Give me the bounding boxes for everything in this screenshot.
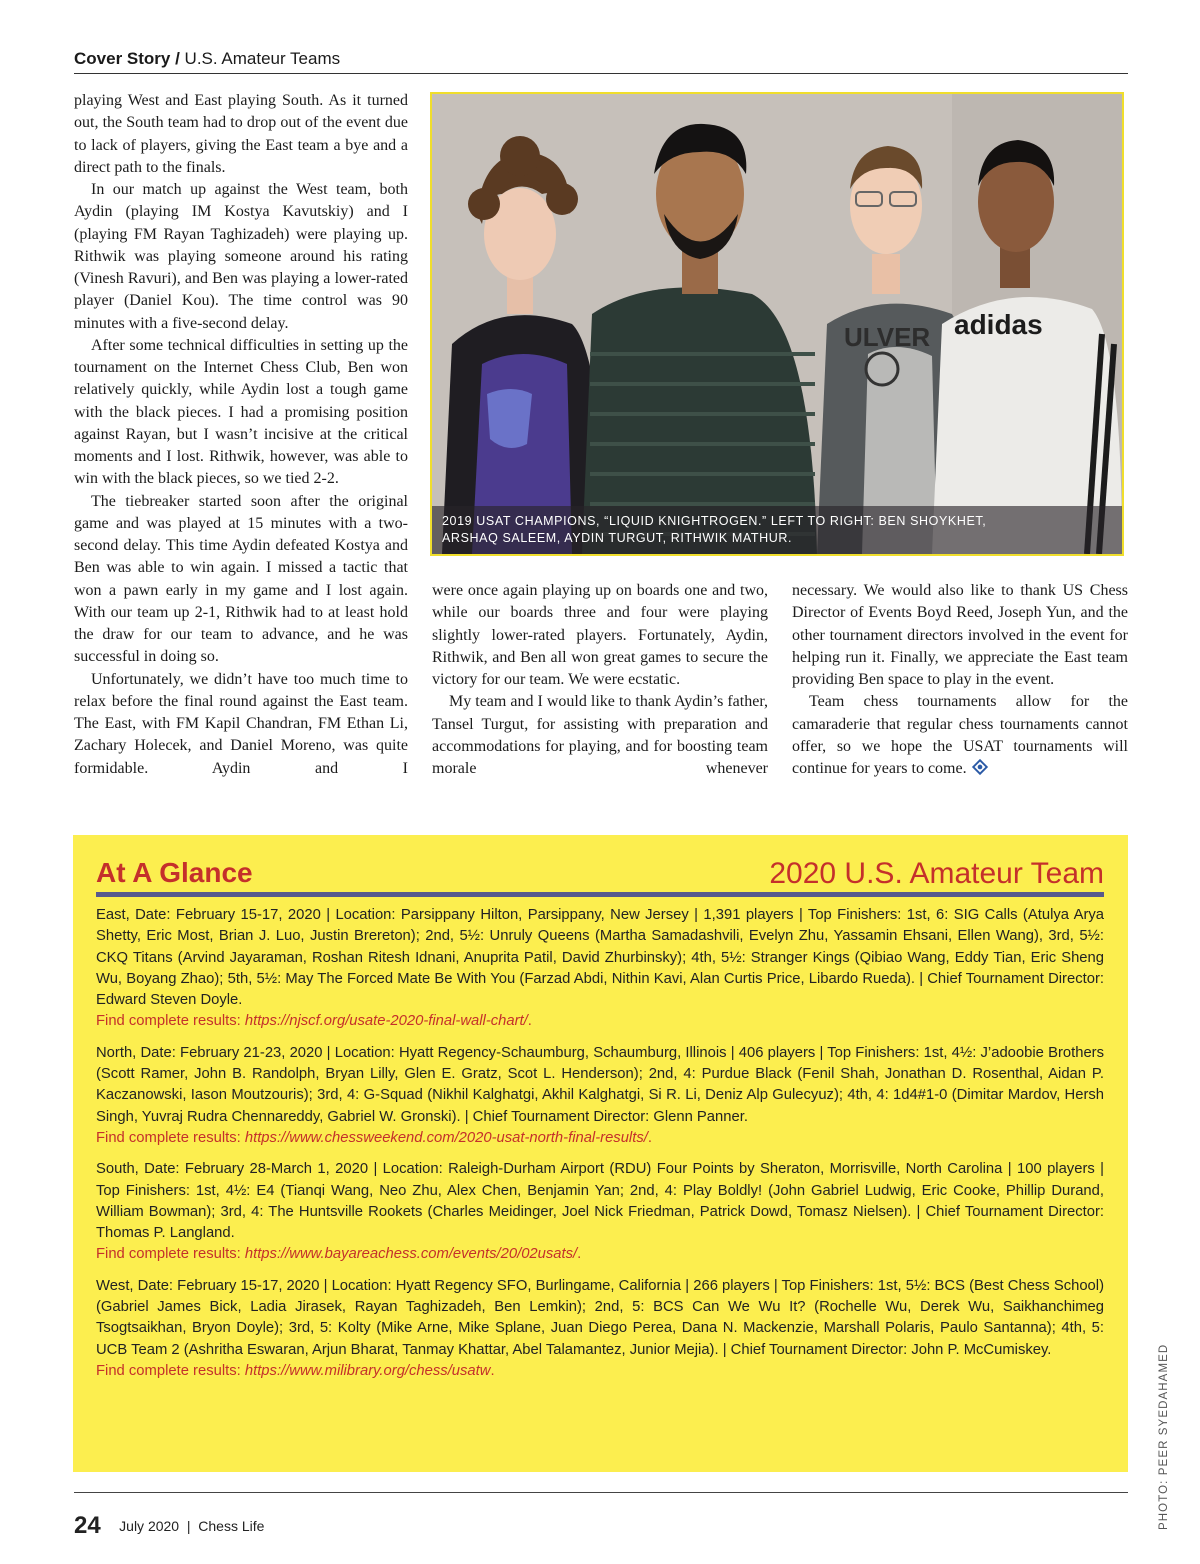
caption-line-2: ARSHAQ SALEEM, AYDIN TURGUT, RITHWIK MATHUR. xyxy=(442,531,793,545)
end-mark-icon xyxy=(971,758,989,776)
results-line xyxy=(96,1128,1104,1149)
results-entry-west xyxy=(96,1276,1104,1382)
results-end: . xyxy=(527,1013,532,1030)
results-end: . xyxy=(647,1129,652,1146)
photo-credit: PHOTO: PEER SYEDAHAMED xyxy=(1158,1343,1170,1530)
results-link[interactable]: https://www.chessweekend.com/2020-usat-north-final-results/ xyxy=(244,1129,648,1146)
entry-text: West, Date: February 15-17, 2020 | Location: Hyatt Regency SFO, Burlingame, California | 266 players | Top Finishers: 1st, 5½: BCS (Best Chess School) (Gabriel James Bick, Ladia Jirasek, Rayan Taghizadeh, Ben Lemkin); 2nd, 5: BCS Can We Wu It? (Rochelle Wu, Derek Wu, Saikhanchimeg Tsogtsaikhan, Bryon Doyle); 3rd, 5: Kolty (Mike Arne, Mike Splane, Juan Diego Perea, Dana N. Mackenzie, Marshall Polaris, Paulo Santanna); 4th, 5: UCB Team 2 (Ashritha Eswaran, Arjun Bharat, Tanmay Khattar, Abel Talamantez, Junior Mejia). | Chief Tournament Director: John P. McCumiskey. xyxy=(96,1277,1104,1358)
results-label: Find complete results: xyxy=(96,1362,245,1379)
team-photo xyxy=(430,92,1124,556)
paragraph: Unfortunately, we didn’t have too much time to relax before the final round against the East team. The East, with FM Kapil Chandran, FM Ethan Li, Zachary Holecek, and Daniel Moreno, was quite formidable. Aydin and I xyxy=(74,670,408,777)
paragraph: playing West and East playing South. As it turned out, the South team had to drop out of the event due to lack of players, giving the East team a bye and a direct path to the finals. xyxy=(74,92,408,176)
results-label: Find complete results: xyxy=(96,1129,245,1146)
results-entry-east xyxy=(96,905,1104,1033)
photo-caption xyxy=(432,506,1122,554)
results-end: . xyxy=(577,1246,582,1263)
hoodie-text-2: adidas xyxy=(954,309,1043,340)
results-link[interactable]: https://www.bayareachess.com/events/20/02usats/ xyxy=(244,1246,578,1263)
results-end: . xyxy=(490,1362,495,1379)
photo-illustration xyxy=(432,94,1122,554)
header-rule xyxy=(74,73,1128,74)
hoodie-text-1: ULVER xyxy=(844,322,931,352)
article-column-3 xyxy=(792,580,1128,780)
page-number: 24 xyxy=(74,1512,101,1539)
at-a-glance-box xyxy=(73,835,1128,1472)
results-line xyxy=(96,1011,1104,1032)
results-link[interactable]: https://njscf.org/usate-2020-final-wall-chart/ xyxy=(244,1013,528,1030)
paragraph: were once again playing up on boards one and two, while our boards three and four were playing slightly lower-rated players. Fortunately, Aydin, Rithwik, and Ben all won great games to secure the victory for our team. We were ecstatic. xyxy=(432,582,768,688)
page-footer xyxy=(74,1512,264,1540)
paragraph: necessary. We would also like to thank US Chess Director of Events Boyd Reed, Joseph Yun, and the other tournament directors involved in the event for helping run it. Finally, we appreciate the East team providing Ben space to play in the event. xyxy=(792,582,1128,688)
entry-text: East, Date: February 15-17, 2020 | Location: Parsippany Hilton, Parsippany, New Jersey | 1,391 players | Top Finishers: 1st, 6: SIG Calls (Atulya Arya Shetty, Eric Most, Brian J. Luo, Justin Brereton); 2nd, 5½: Unruly Queens (Martha Samadashvili, Evelyn Zhu, Yassamin Ehsani, Ellen Wang), 3rd, 5½: CKQ Titans (Arvind Jayaraman, Roshan Ritesh Idnani, Anuprita Patil, David Zhurbinsky); 4th, 5½: Stranger Kings (Qibiao Wang, Eddy Tian, Eric Sheng Wu, Boyang Zhao); 5th, 5½: May The Forced Mate Be With You (Farzad Abdi, Nithin Kavi, Alan Curtis Price, Libardo Rueda). | Chief Tournament Director: Edward Steven Doyle. xyxy=(96,907,1104,1009)
article-column-2 xyxy=(432,580,768,780)
glance-title: At A Glance xyxy=(96,857,253,888)
footer-rule xyxy=(74,1492,1128,1493)
results-line xyxy=(96,1361,1104,1382)
glance-event-title: 2020 U.S. Amateur Team xyxy=(769,857,1104,890)
paragraph-text: Team chess tournaments allow for the camaraderie that regular chess tournaments cannot offer, so we hope the USAT tournaments will continue for years to come. xyxy=(792,693,1128,777)
results-entry-south xyxy=(96,1159,1104,1265)
running-header xyxy=(74,48,1128,72)
publication-line: July 2020 | Chess Life xyxy=(119,1518,265,1534)
paragraph: The tiebreaker started soon after the original game and was played at 15 minutes with a two-second delay. This time Aydin defeated Kostya and Ben was able to win again. I missed a tactic that won a pawn early in my game and I lost again. With our team up 2-1, Rithwik had to at least hold the draw for our team to advance, and he was successful in doing so. xyxy=(74,492,408,666)
entry-text: North, Date: February 21-23, 2020 | Location: Hyatt Regency-Schaumburg, Schaumburg, Illinois | 406 players | Top Finishers: 1st, 4½: J’adoobie Brothers (Scott Ramer, John B. Randolph, Bryan Lilly, Glen E. Gratz, Scot L. Henderson); 2nd, 4: Purdue Black (Fenil Shah, Jonathan D. Rosenthal, Aidan P. Kaczanowski, Iason Moutzouris); 3rd, 4: G-Squad (Nikhil Kalghatgi, Akhil Kalghatgi, Si R. Li, Deniz Alp Gulecyuz); 4th, 4: 1d4#1-0 (Dimitar Mardov, Hersh Singh, Yuvraj Rudra Chennareddy, Gabriel W. Gronski). | Chief Tournament Director: Glenn Panner. xyxy=(96,1044,1104,1125)
results-line xyxy=(96,1244,1104,1265)
closing-paragraph xyxy=(792,691,1128,780)
article-column-1 xyxy=(74,90,408,780)
paragraph: My team and I would like to thank Aydin’s father, Tansel Turgut, for assisting with preparation and accommodations for playing, and for boosting team morale whenever xyxy=(432,693,768,777)
header-separator: / xyxy=(170,49,185,68)
results-link[interactable]: https://www.milibrary.org/chess/usatw xyxy=(244,1362,491,1379)
entry-text: South, Date: February 28-March 1, 2020 | Location: Raleigh-Durham Airport (RDU) Four Points by Sheraton, Morrisville, North Carolina | 100 players | Top Finishers: 1st, 4½: E4 (Tianqi Wang, Neo Zhu, Alex Chen, Benjamin Yan; 2nd, 4: Play Boldly! (John Gabriel Ludwig, Eric Cooke, Phillip Durand, William Bowman); 3rd, 4: The Huntsville Rookets (Charles Meidinger, Joel Nick Friedman, Patrick Dowd, Tomasz Nielsen). | Chief Tournament Director: Thomas P. Langland. xyxy=(96,1161,1104,1242)
section-label: Cover Story xyxy=(74,49,171,68)
section-subtitle: U.S. Amateur Teams xyxy=(184,49,341,68)
glance-rule xyxy=(96,892,1104,897)
paragraph: In our match up against the West team, both Aydin (playing IM Kostya Kavutskiy) and I (playing FM Rayan Taghizadeh) were playing up. Rithwik was playing someone around his rating (Vinesh Ravuri), and Ben was playing a lower-rated player (Daniel Kou). The time control was 90 minutes with a five-second delay. xyxy=(74,181,408,332)
glance-body xyxy=(96,905,1104,1392)
results-entry-north xyxy=(96,1043,1104,1149)
paragraph: After some technical difficulties in setting up the tournament on the Internet Chess Club, Ben won relatively quickly, while Aydin lost a tough game with the black pieces. I had a promising position against Rayan, but I wasn’t incisive at the critical moments and I lost. Rithwik, however, was able to win with the black pieces, so we tied 2-2. xyxy=(74,336,408,488)
caption-line-1: 2019 USAT CHAMPIONS, “LIQUID KNIGHTROGEN.” LEFT TO RIGHT: BEN SHOYKHET, xyxy=(442,514,987,528)
results-label: Find complete results: xyxy=(96,1246,245,1263)
results-label: Find complete results: xyxy=(96,1013,245,1030)
